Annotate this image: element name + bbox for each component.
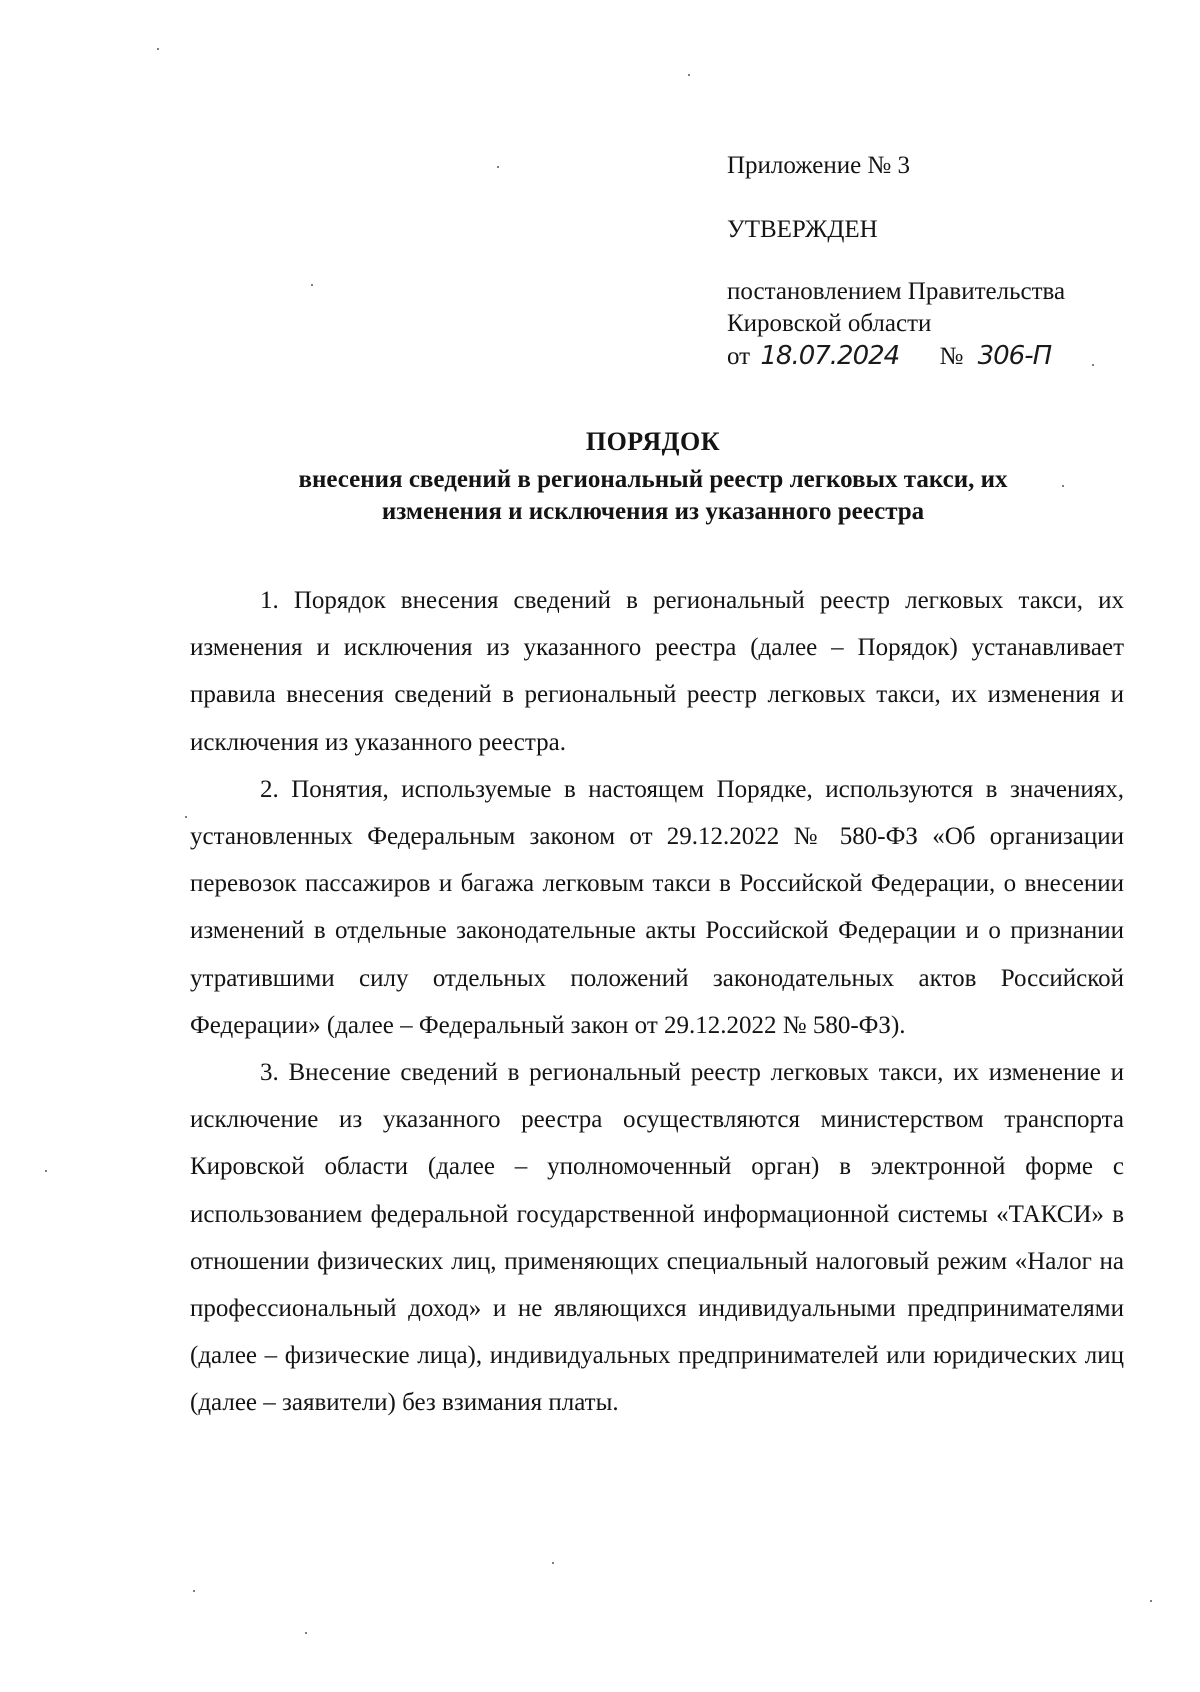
paragraph-2: 2. Понятия, используемые в настоящем Порядке, используются в значениях, установленных Федеральным законом от 29.12.2022 № 580-ФЗ «Об организации перевозок пассажиров и багажа легковым такси в Российской Федерации, о внесении изменений в отдельные законодательные акты Российской Федерации и о признании утратившими силу отдельных положений законодательных актов Российской Федерации» (далее – Федеральный закон от 29.12.2022 № 580-ФЗ). [190,775,1124,1039]
approved-stamp-text: УТВЕРЖДЕН [727,216,878,243]
approved-by-line-2: Кировской области [727,310,932,337]
approval-block [727,150,1167,373]
paragraph-3: 3. Внесение сведений в региональный реестр легковых такси, их изменение и исключение из указанного реестра осуществляются министерством транспорта Кировской области (далее – уполномоченный орган) в электронной форме с использованием федеральной государственной информационной системы «ТАКСИ» в отношении физических лиц, применяющих специальный налоговый режим «Налог на профессиональный доход» и не являющихся индивидуальными предпринимателями (далее – физические лица), индивидуальных предпринимателей или юридических лиц (далее – заявители) без взимания платы. [190,1059,1124,1417]
paragraph-1: 1. Порядок внесения сведений в региональный реестр легковых такси, их изменения и исключения из указанного реестра (далее – Порядок) устанавливает правила внесения сведений в региональный реестр легковых такси, их изменения и исключения из указанного реестра. [190,587,1124,756]
handwritten-resolution-number: 306-П [977,341,1052,371]
document-subtitle-line-2: изменения и исключения из указанного реестра [381,498,925,525]
resolution-date-number-line [727,340,1167,373]
annex-number: Приложение № 3 [727,152,911,179]
number-sign: № [939,343,964,370]
handwritten-date: 18.07.2024 [760,341,900,371]
document-body [190,577,1124,1427]
document-title-block [180,426,1126,528]
document-subtitle-line-1: внесения сведений в региональный реестр легковых такси, их [298,466,1008,493]
document-title: ПОРЯДОК [585,427,721,456]
approved-by-line-1: постановлением Правительства [727,278,1066,305]
date-prefix: от [727,343,751,370]
